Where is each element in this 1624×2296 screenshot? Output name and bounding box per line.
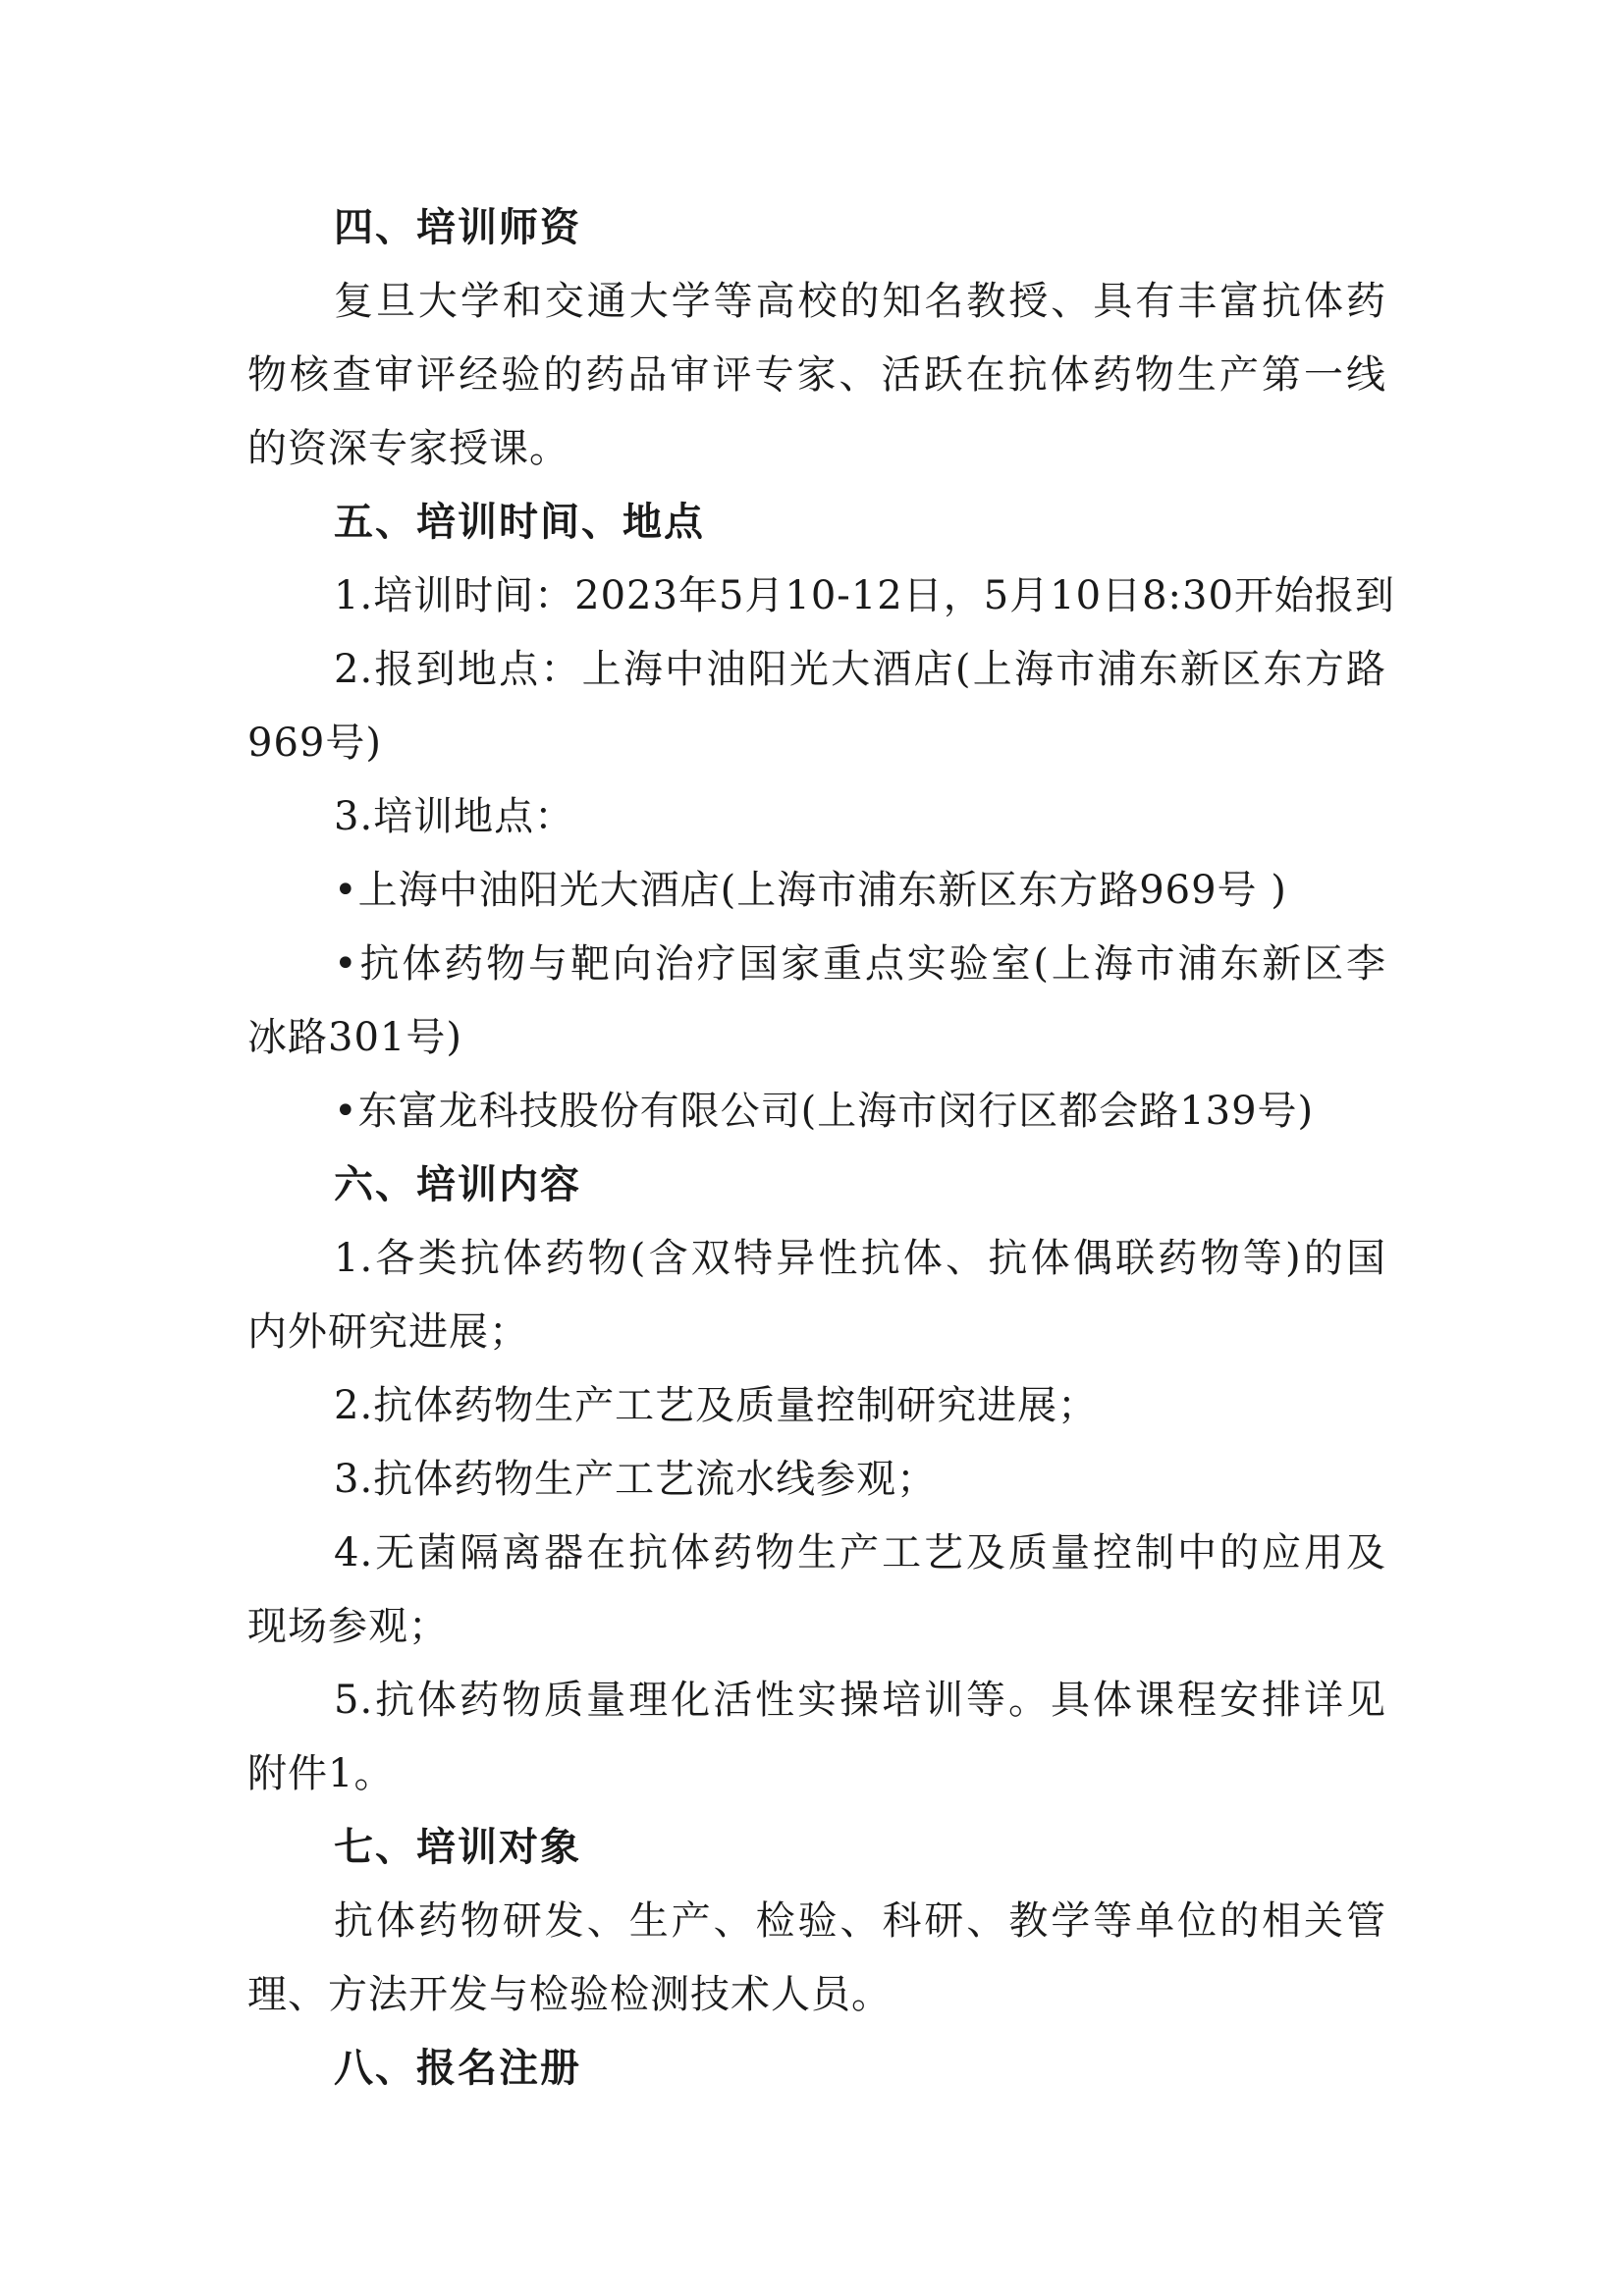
section-heading-time-location: 五、培训时间、地点 bbox=[334, 500, 705, 545]
location-bullet-hotel: •上海中油阳光大酒店(上海市浦东新区东方路969号 ) bbox=[334, 868, 1287, 913]
checkin-location-line-2: 969号) bbox=[247, 721, 382, 766]
audience-paragraph-line-1: 抗体药物研发、生产、检验、科研、教学等单位的相关管 bbox=[334, 1898, 1386, 1944]
content-item-3: 3.抗体药物生产工艺流水线参观； bbox=[334, 1457, 938, 1502]
audience-paragraph-line-2: 理、方法开发与检验检测技术人员。 bbox=[247, 1972, 892, 2017]
content-item-1-line-1: 1.各类抗体药物(含双特异性抗体、抗体偶联药物等)的国 bbox=[334, 1236, 1386, 1281]
section-heading-faculty: 四、培训师资 bbox=[334, 205, 581, 250]
content-item-4-line-1: 4.无菌隔离器在抗体药物生产工艺及质量控制中的应用及 bbox=[334, 1530, 1386, 1575]
checkin-location-line-1: 2.报到地点：上海中油阳光大酒店(上海市浦东新区东方路 bbox=[334, 647, 1386, 692]
content-item-5-line-1: 5.抗体药物质量理化活性实操培训等。具体课程安排详见 bbox=[334, 1678, 1386, 1723]
location-bullet-lab-line-1: •抗体药物与靶向治疗国家重点实验室(上海市浦东新区李 bbox=[334, 941, 1386, 987]
content-item-1-line-2: 内外研究进展； bbox=[247, 1309, 529, 1355]
content-item-4-line-2: 现场参观； bbox=[247, 1604, 449, 1649]
location-bullet-company: •东富龙科技股份有限公司(上海市闵行区都会路139号) bbox=[334, 1089, 1315, 1134]
faculty-paragraph-line-2: 物核查审评经验的药品审评专家、活跃在抗体药物生产第一线 bbox=[247, 352, 1386, 398]
faculty-paragraph-line-1: 复旦大学和交通大学等高校的知名教授、具有丰富抗体药 bbox=[334, 279, 1386, 324]
section-heading-content: 六、培训内容 bbox=[334, 1162, 581, 1207]
location-bullet-lab-line-2: 冰路301号) bbox=[247, 1015, 462, 1060]
document-body bbox=[247, 191, 1395, 2106]
section-heading-registration: 八、报名注册 bbox=[334, 2046, 581, 2091]
content-item-2: 2.抗体药物生产工艺及质量控制研究进展； bbox=[334, 1383, 1099, 1428]
training-time-item: 1.培训时间：2023年5月10-12日，5月10日8:30开始报到 bbox=[334, 573, 1395, 618]
section-heading-audience: 七、培训对象 bbox=[334, 1825, 581, 1870]
content-item-5-line-2: 附件1。 bbox=[247, 1751, 395, 1796]
training-location-label: 3.培训地点： bbox=[334, 794, 575, 839]
faculty-paragraph-line-3: 的资深专家授课。 bbox=[247, 426, 569, 471]
